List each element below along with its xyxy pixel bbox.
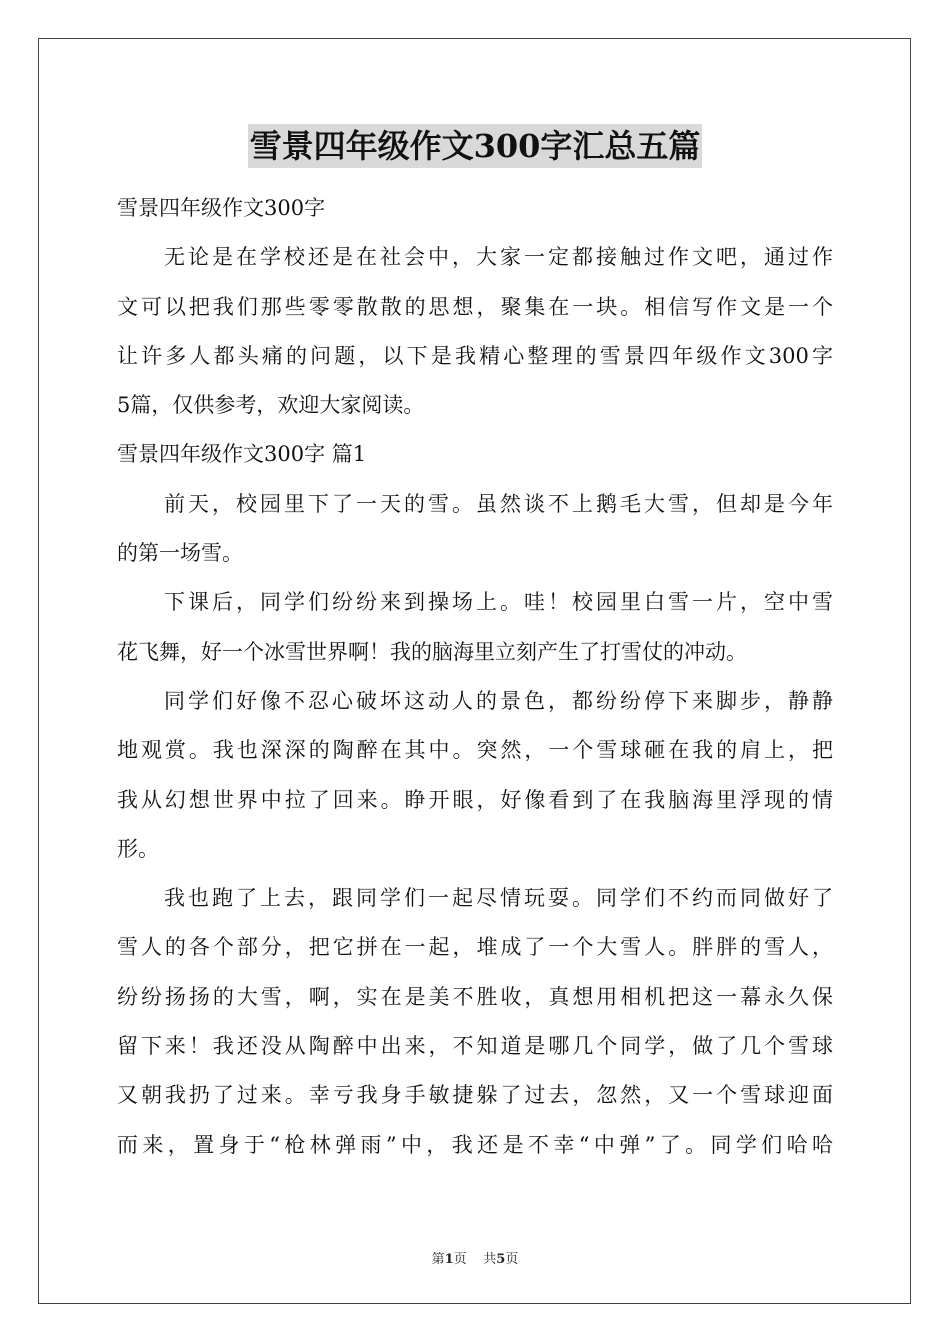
text-line: 雪景四年级作文300字 — [117, 196, 326, 220]
text-line: 文可以把我们那些零零散散的思想，聚集在一块。相信写作文是一个 — [117, 294, 833, 319]
footer-total-suffix: 页 — [505, 1252, 519, 1267]
text-line: 同学们好像不忍心破坏这动人的景色，都纷纷停下来脚步，静静 — [164, 688, 833, 713]
title-wrap — [0, 124, 950, 168]
paragraph — [117, 874, 833, 1170]
text-line: 5篇，仅供参考，欢迎大家阅读。 — [117, 393, 425, 418]
document-body — [117, 184, 833, 1170]
footer-page-suffix: 页 — [453, 1252, 467, 1267]
paragraph — [117, 677, 833, 874]
text-line: 纷纷扬扬的大雪，啊，实在是美不胜收，真想用相机把这一幕永久保 — [117, 984, 833, 1009]
document-title: 雪景四年级作文300字汇总五篇 — [248, 124, 703, 168]
text-line: 而来，置身于“枪林弹雨”中，我还是不幸“中弹”了。同学们哈哈 — [117, 1132, 833, 1157]
text-line: 留下来！我还没从陶醉中出来，不知道是哪几个同学，做了几个雪球 — [117, 1034, 833, 1059]
text-line: 我从幻想世界中拉了回来。睁开眼，好像看到了在我脑海里浮现的情 — [117, 787, 833, 812]
footer-page-number: 1 — [444, 1252, 454, 1267]
text-line: 的第一场雪。 — [117, 541, 243, 566]
text-line: 前天，校园里下了一天的雪。虽然谈不上鹅毛大雪，但却是今年 — [164, 491, 833, 516]
text-line: 雪景四年级作文300字 篇1 — [117, 442, 367, 467]
footer-total-prefix: 共 — [483, 1252, 497, 1267]
footer-page-prefix: 第 — [431, 1252, 445, 1267]
text-line: 下课后，同学们纷纷来到操场上。哇！校园里白雪一片，空中雪 — [164, 590, 833, 615]
text-line: 无论是在学校还是在社会中，大家一定都接触过作文吧，通过作 — [164, 245, 833, 270]
paragraph — [117, 233, 833, 430]
section-heading — [117, 184, 833, 233]
footer-total-number: 5 — [496, 1252, 506, 1267]
text-line: 形。 — [117, 836, 159, 861]
text-line: 我也跑了上去，跟同学们一起尽情玩耍。同学们不约而同做好了 — [164, 886, 833, 911]
page-footer — [0, 1248, 950, 1267]
text-line: 让许多人都头痛的问题，以下是我精心整理的雪景四年级作文300字 — [117, 343, 833, 368]
text-line: 地观赏。我也深深的陶醉在其中。突然，一个雪球砸在我的肩上，把 — [117, 738, 833, 763]
text-line: 又朝我扔了过来。幸亏我身手敏捷躲了过去，忽然，又一个雪球迎面 — [117, 1083, 833, 1108]
paragraph — [117, 578, 833, 677]
paragraph — [117, 480, 833, 579]
text-line: 雪人的各个部分，把它拼在一起，堆成了一个大雪人。胖胖的雪人， — [117, 935, 833, 960]
section-heading — [117, 430, 833, 479]
text-line: 花飞舞，好一个冰雪世界啊！我的脑海里立刻产生了打雪仗的冲动。 — [117, 639, 747, 664]
